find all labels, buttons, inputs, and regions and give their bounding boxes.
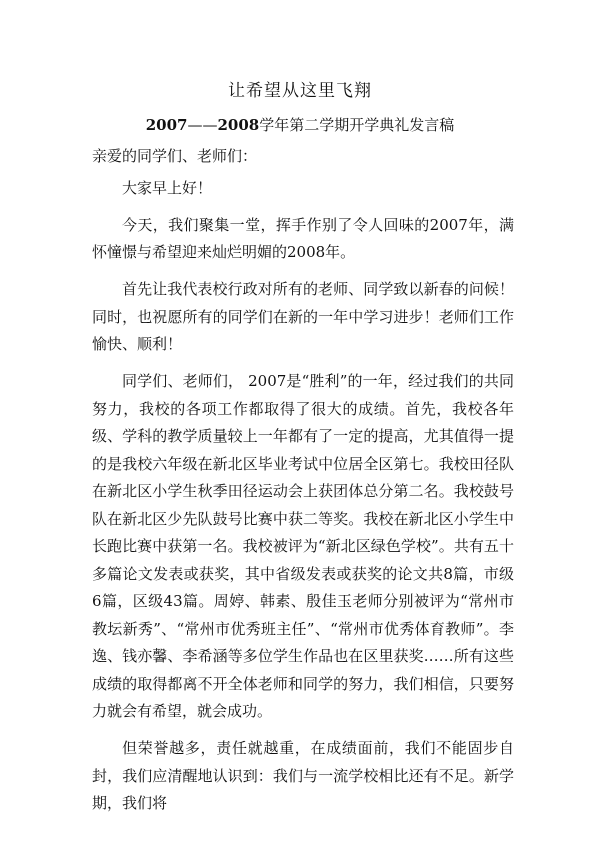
paragraph-achievements: 同学们、老师们， 2007是“胜利”的一年，经过我们的共同努力，我校的各项工作都取得了很大的成绩。首先，我校各年级、学科的教学质量较上一年都有了一定的提高，尤其值得一提的是我校六年级在新北区毕业考试中位居全区第七。我校田径队在新北区小学生秋季田径运动会上获团体总分第二名。我校鼓号队在新北区少先队鼓号比赛中获二等奖。我校在新北区小学生中长跑比赛中获第一名。我校被评为“新北区绿色学校”。共有五十多篇论文发表或获奖，其中省级发表或获奖的论文共8篇，市级6篇，区级43篇。周婷、韩素、殷佳玉老师分别被评为“常州市教坛新秀”、“常州市优秀班主任”、“常州市优秀体育教师”。李逸、钱亦馨、李希涵等多位学生作品也在区里获奖……所有这些成绩的取得都离不开全体老师和同学的努力，我们相信，只要努力就会有希望，就会成功。 <box>92 372 514 720</box>
subtitle-rest: 学年第二学期开学典礼发言稿 <box>259 116 455 134</box>
document-subtitle <box>0 114 600 135</box>
paragraph-opening: 今天，我们聚集一堂，挥手作别了令人回味的2007年，满怀憧憬与希望迎来灿烂明媚的2008年。 <box>92 215 514 261</box>
paragraph-responsibility: 但荣誉越多，责任就越重，在成绩面前，我们不能固步自封，我们应清醒地认识到：我们与一流学校相比还有不足。新学期，我们将 <box>92 739 514 812</box>
paragraph-greeting: 大家早上好！ <box>122 178 213 197</box>
subtitle-year-end: 2008 <box>217 116 260 134</box>
subtitle-year-start: 2007 <box>145 116 188 134</box>
document-body <box>92 143 514 827</box>
paragraph-wishes: 首先让我代表校行政对所有的老师、同学致以新春的问候！同时，也祝愿所有的同学们在新的一年中学习进步！老师们工作愉快、顺利！ <box>92 280 514 353</box>
subtitle-dash: —— <box>187 116 218 134</box>
salutation: 亲爱的同学们、老师们： <box>92 147 258 165</box>
document-title: 让希望从这里飞翔 <box>228 81 372 101</box>
